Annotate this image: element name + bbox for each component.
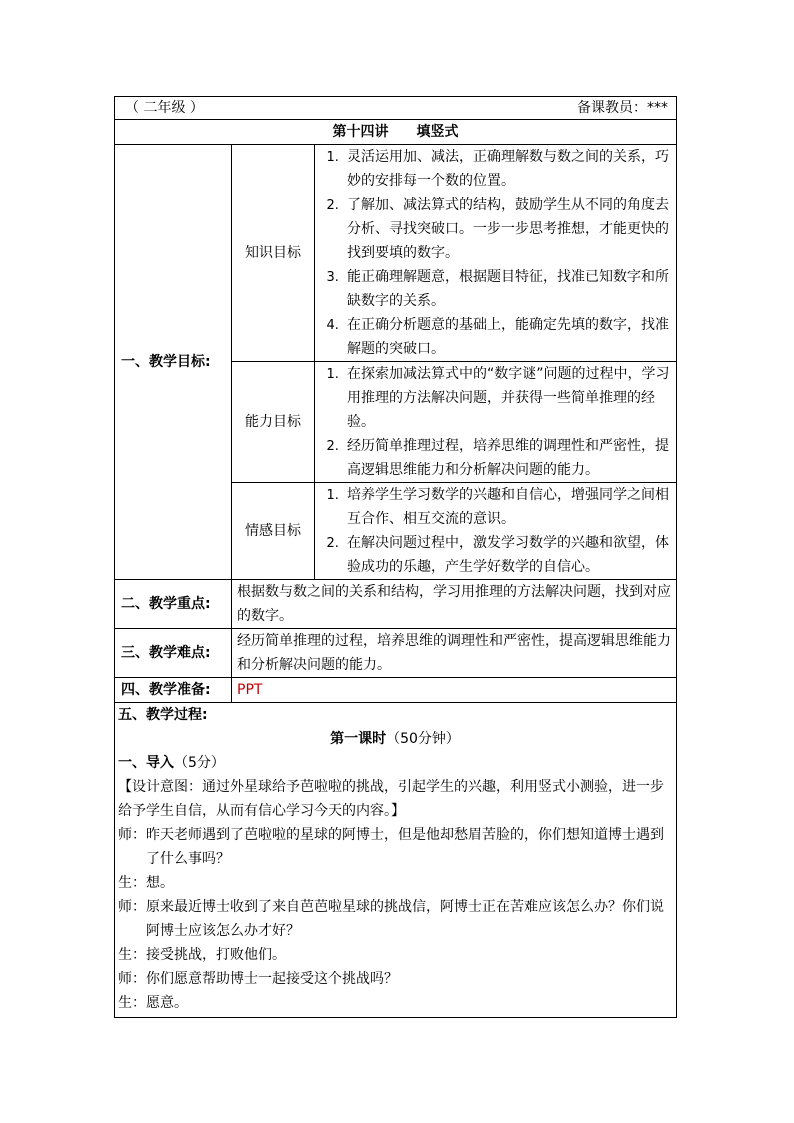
emotion-goal-list <box>315 483 676 579</box>
header-row <box>115 97 677 120</box>
intro-section-label: 一、导入 <box>118 755 174 771</box>
lecture-topic: 填竖式 <box>416 124 459 140</box>
process-row <box>115 703 677 1018</box>
dialogue-line: 师：原来最近博士收到了来自芭芭啦星球的挑战信，阿博士正在苦难应该怎么办？你们说阿博士应该怎么办才好？ <box>118 899 664 939</box>
lesson-title: 第一课时 <box>330 731 387 747</box>
ability-goal-list <box>315 362 676 482</box>
dialogue-line: 师：昨天老师遇到了芭啦啦的星球的阿博士，但是他却愁眉苦脸的，你们想知道博士遇到了什么事吗？ <box>118 827 664 867</box>
knowledge-goal-label: 知识目标 <box>232 145 315 362</box>
preparation-row <box>115 678 677 703</box>
difficulties-label: 三、教学难点: <box>115 629 232 678</box>
title-row <box>115 120 677 145</box>
lesson-heading <box>118 727 672 751</box>
list-item: 2. 经历简单推理过程，培养思维的调理性和严密性，提高逻辑思维能力和分析解决问题的能力。 <box>343 434 672 482</box>
teacher-label: 备课教员：*** <box>577 100 668 116</box>
objectives-label: 一、教学目标: <box>115 145 232 580</box>
list-item: 1. 灵活运用加、减法，正确理解数与数之间的关系，巧妙的安排每一个数的位置。 <box>343 145 672 193</box>
list-item: 4. 在正确分析题意的基础上，能确定先填的数字，找准解题的突破口。 <box>343 313 672 361</box>
intro-heading <box>118 751 672 775</box>
difficulties-row <box>115 629 677 678</box>
list-item: 2. 了解加、减法算式的结构，鼓励学生从不同的角度去分析、寻找突破口。一步一步思考推想，才能更快的找到要填的数字。 <box>343 193 672 265</box>
lecture-number: 第十四讲 <box>332 124 389 140</box>
list-item: 1. 在探索加减法算式中的“数字谜”问题的过程中，学习用推理的方法解决问题，并获得一些简单推理的经验。 <box>343 362 672 434</box>
dialogue-line: 师：你们愿意帮助博士一起接受这个挑战吗？ <box>118 971 398 987</box>
lesson-plan-document <box>114 96 676 1018</box>
preparation-label: 四、教学准备: <box>115 678 232 703</box>
design-intent-text: 【设计意图：通过外星球给予芭啦啦的挑战，引起学生的兴趣，利用竖式小测验，进一步给予学生自信，从而有信心学习今天的内容。】 <box>118 779 664 819</box>
dialogue-line: 生：接受挑战，打败他们。 <box>118 947 286 963</box>
list-item: 1. 培养学生学习数学的兴趣和自信心，增强同学之间相互合作、相互交流的意识。 <box>343 483 672 531</box>
key-points-label: 二、教学重点: <box>115 580 232 629</box>
difficulties-text: 经历简单推理的过程，培养思维的调理性和严密性，提高逻辑思维能力和分析解决问题的能力。 <box>237 633 671 673</box>
preparation-text: PPT <box>237 682 263 698</box>
key-points-row <box>115 580 677 629</box>
grade-label: （ 二年级 ） <box>125 100 204 116</box>
objective-knowledge-row <box>115 145 677 362</box>
dialogue-line: 生：想。 <box>118 875 174 891</box>
lesson-plan-table <box>114 96 677 1018</box>
list-item: 3. 能正确理解题意，根据题目特征，找准已知数字和所缺数字的关系。 <box>343 265 672 313</box>
key-points-text: 根据数与数之间的关系和结构，学习用推理的方法解决问题，找到对应的数字。 <box>237 584 671 624</box>
lesson-duration: （50分钟） <box>386 731 460 747</box>
emotion-goal-label: 情感目标 <box>232 483 315 580</box>
process-label: 五、教学过程: <box>118 707 208 723</box>
dialogue-line: 生：愿意。 <box>118 995 188 1011</box>
ability-goal-label: 能力目标 <box>232 362 315 483</box>
list-item: 2. 在解决问题过程中，激发学习数学的兴趣和欲望，体验成功的乐趣，产生学好数学的自信心。 <box>343 531 672 579</box>
knowledge-goal-list <box>315 145 676 361</box>
intro-section-time: （5分） <box>174 755 225 771</box>
